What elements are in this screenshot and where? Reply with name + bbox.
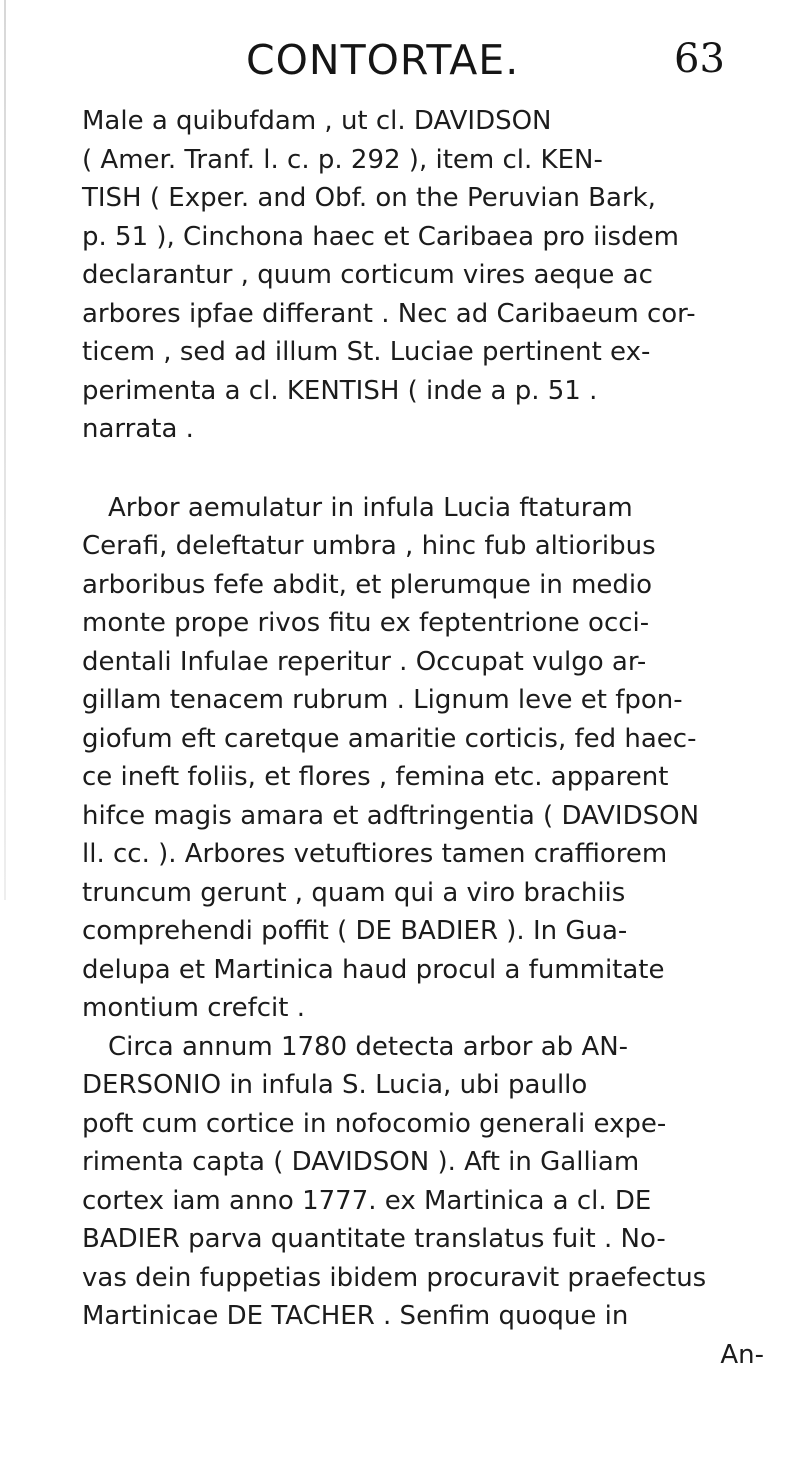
text-line: ce ineft foliis, et flores , femina etc. apparent — [82, 762, 669, 792]
text-line: ticem , sed ad illum St. Luciae pertinent ex- — [82, 337, 651, 367]
text-line: Arbor aemulatur in infula Lucia ftaturam — [108, 492, 633, 523]
text-line: arbores ipfae differant . Nec ad Caribaeum cor- — [82, 298, 696, 329]
paragraph-3 — [82, 1028, 772, 1375]
text-line: rimenta capta ( DAVIDSON ). Aft in Galliam — [82, 1147, 640, 1177]
text-line: poft cum cortice in nofocomio generali expe- — [82, 1108, 667, 1139]
text-line: giofum eft caretque amaritie corticis, fed haec- — [82, 723, 697, 754]
text-line: perimenta a cl. KENTISH ( inde a p. 51 . — [82, 375, 598, 406]
text-line: vas dein fuppetias ibidem procuravit praefectus — [82, 1262, 707, 1293]
paragraph-1 — [82, 102, 772, 449]
page-number: 63 — [674, 36, 725, 82]
text-line: BADIER parva quantitate translatus fuit . No- — [82, 1224, 666, 1254]
body-text — [82, 102, 772, 1374]
text-line: gillam tenacem rubrum . Lignum leve et fpon- — [82, 685, 683, 715]
catchword: An- — [720, 1339, 764, 1370]
text-line: declarantur , quum corticum vires aeque ac — [82, 260, 653, 290]
text-line: ll. cc. ). Arbores vetuftiores tamen craffiorem — [82, 839, 668, 869]
running-title: CONTORTAE. — [246, 36, 520, 84]
page-header — [0, 36, 800, 96]
text-line: ( Amer. Tranf. l. c. p. 292 ), item cl. KEN- — [82, 144, 603, 175]
text-line: p. 51 ), Cinchona haec et Caribaea pro iisdem — [82, 221, 679, 252]
text-line: Circa annum 1780 detecta arbor ab AN- — [108, 1031, 629, 1062]
text-line: truncum gerunt , quam qui a viro brachiis — [82, 877, 626, 908]
text-line: Martinicae DE TACHER . Senfim quoque in — [82, 1301, 629, 1331]
text-line: Male a quibufdam , ut cl. DAVIDSON — [82, 106, 552, 136]
paragraph-gap — [82, 449, 772, 489]
text-line: montium crefcit . — [82, 993, 306, 1023]
text-line: cortex iam anno 1777. ex Martinica a cl. DE — [82, 1185, 652, 1216]
text-line: arboribus fefe abdit, et plerumque in medio — [82, 569, 653, 600]
text-line: dentali Infulae reperitur . Occupat vulgo ar- — [82, 646, 647, 677]
text-line: narrata . — [82, 414, 194, 444]
text-line: Cerafi, deleftatur umbra , hinc fub altioribus — [82, 531, 656, 561]
text-line: DERSONIO in infula S. Lucia, ubi paullo — [82, 1070, 588, 1100]
text-line: comprehendi poffit ( DE BADIER ). In Gua- — [82, 916, 628, 946]
text-line: hifce magis amara et adftringentia ( DAVIDSON — [82, 800, 700, 831]
page-edge-shadow — [4, 0, 6, 900]
text-line: monte prope rivos fitu ex feptentrione occi- — [82, 608, 650, 638]
text-line: TISH ( Exper. and Obf. on the Peruvian Bark, — [82, 183, 656, 213]
paragraph-2 — [82, 489, 772, 1028]
text-line: delupa et Martinica haud procul a fummitate — [82, 954, 665, 985]
